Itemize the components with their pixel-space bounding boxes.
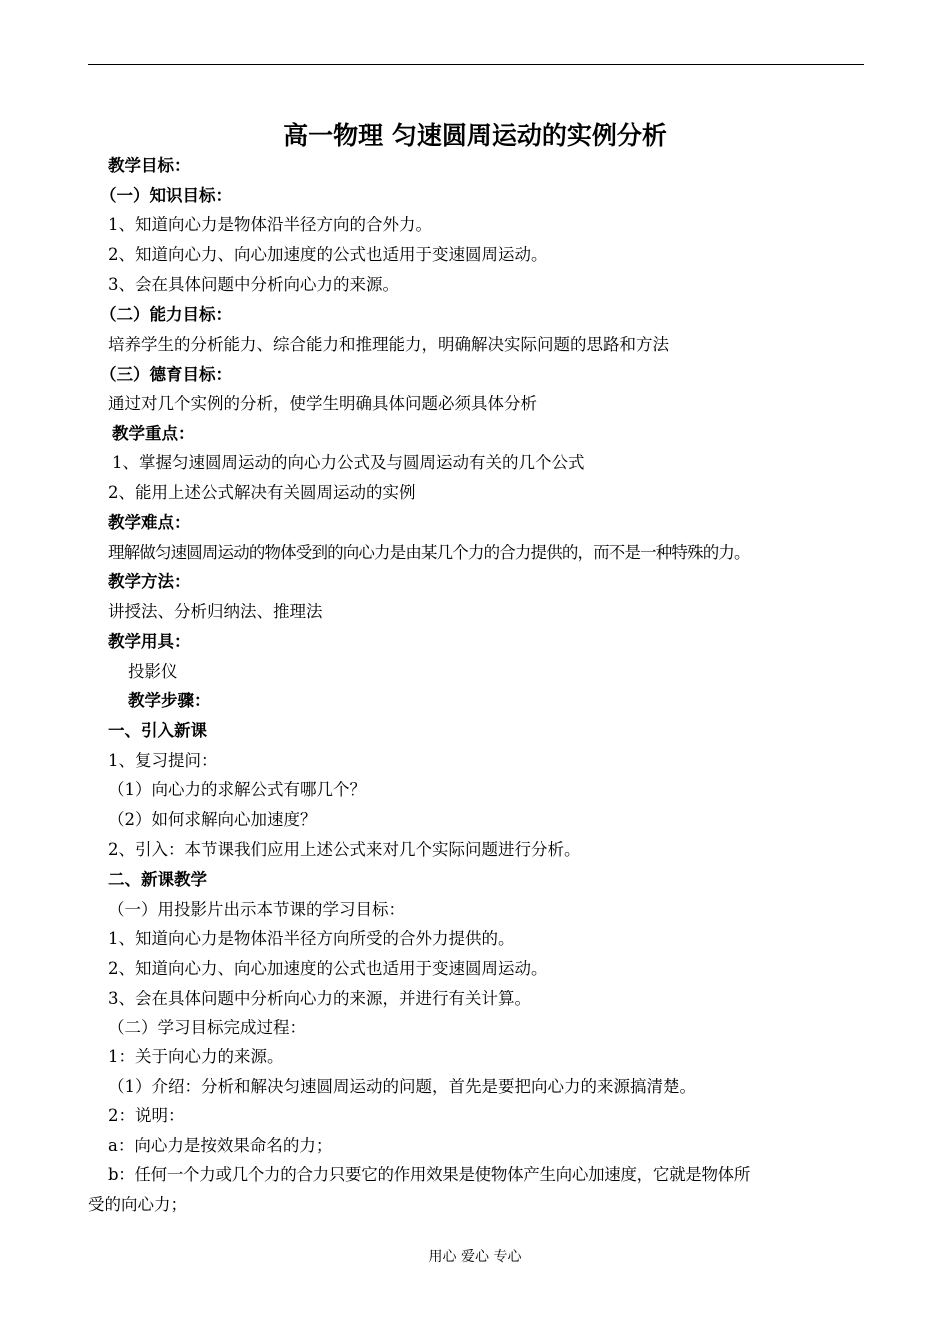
header-rule	[88, 64, 864, 65]
text-line: （三）德育目标：	[100, 365, 232, 384]
text-line: 教学目标：	[108, 156, 191, 175]
text-line: 教学方法：	[108, 572, 191, 591]
text-line: （二）能力目标：	[100, 305, 232, 324]
page-footer: 用心 爱心 专心	[428, 1249, 522, 1265]
text-line: 通过对几个实例的分析，使学生明确具体问题必须具体分析	[108, 394, 537, 413]
text-line: 3、会在具体问题中分析向心力的来源，并进行有关计算。	[108, 989, 531, 1008]
text-line: （一）知识目标：	[100, 186, 232, 205]
text-line: 3、会在具体问题中分析向心力的来源。	[108, 275, 399, 294]
text-line: 1、复习提问：	[108, 751, 218, 770]
text-line: （1）向心力的求解公式有哪几个？	[108, 780, 366, 799]
text-line: 2、引入：本节课我们应用上述公式来对几个实际问题进行分析。	[108, 840, 581, 859]
text-line: 2、知道向心力、向心加速度的公式也适用于变速圆周运动。	[108, 245, 548, 264]
text-line: 1、掌握匀速圆周运动的向心力公式及与圆周运动有关的几个公式	[112, 453, 585, 472]
text-line: 二、新课教学	[108, 870, 207, 889]
text-line: 2、知道向心力、向心加速度的公式也适用于变速圆周运动。	[108, 959, 548, 978]
text-line: 2：说明：	[108, 1106, 185, 1125]
text-line: 理解做匀速圆周运动的物体受到的向心力是由某几个力的合力提供的，而不是一种特殊的力。	[108, 543, 750, 562]
text-line: 教学用具：	[108, 632, 191, 651]
text-line: 投影仪	[128, 662, 178, 681]
text-line: 培养学生的分析能力、综合能力和推理能力，明确解决实际问题的思路和方法	[108, 335, 669, 354]
text-line: 教学重点：	[112, 424, 195, 443]
text-line: （2）如何求解向心加速度？	[108, 810, 317, 829]
text-line: 一、引入新课	[108, 721, 207, 740]
text-line: 讲授法、分析归纳法、推理法	[108, 602, 323, 621]
text-line: a：向心力是按效果命名的力；	[108, 1136, 333, 1155]
text-line: b：任何一个力或几个力的合力只要它的作用效果是使物体产生向心加速度，它就是物体所	[108, 1165, 751, 1184]
text-line: 教学难点：	[108, 513, 191, 532]
text-line: 教学步骤：	[128, 691, 211, 710]
text-line: （1）介绍：分析和解决匀速圆周运动的问题，首先是要把向心力的来源搞清楚。	[108, 1077, 696, 1096]
text-line: （一）用投影片出示本节课的学习目标：	[108, 900, 405, 919]
text-line: 1、知道向心力是物体沿半径方向的合外力。	[108, 215, 432, 234]
text-line: 受的向心力；	[88, 1195, 187, 1214]
text-line: 2、能用上述公式解决有关圆周运动的实例	[108, 483, 416, 502]
text-line: 1、知道向心力是物体沿半径方向所受的合外力提供的。	[108, 929, 515, 948]
text-line: （二）学习目标完成过程：	[108, 1018, 306, 1037]
text-line: 1：关于向心力的来源。	[108, 1047, 284, 1066]
document-title: 高一物理 匀速圆周运动的实例分析	[283, 121, 667, 150]
